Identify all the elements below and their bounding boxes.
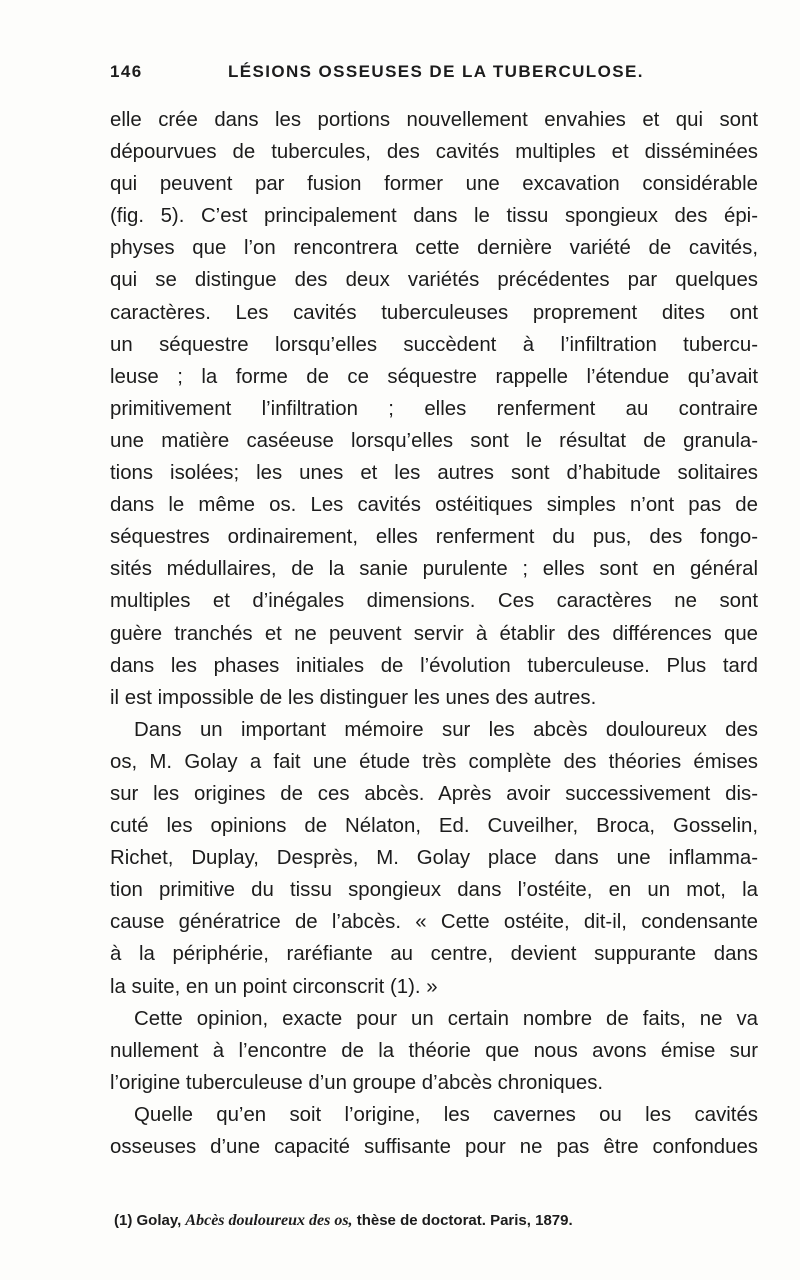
- text-line: une matière caséeuse lorsqu’elles sont le résultat de granula-: [110, 429, 758, 452]
- text-line: sités médullaires, de la sanie purulente ; elles sont en général: [110, 558, 758, 581]
- text-line: Cette opinion, exacte pour un certain nombre de faits, ne va: [134, 1007, 758, 1030]
- text-line: Richet, Duplay, Desprès, M. Golay place dans une inflamma-: [110, 847, 758, 870]
- text-line: la suite, en un point circonscrit (1). »: [110, 975, 438, 998]
- text-line: tion primitive du tissu spongieux dans l’ostéite, en un mot, la: [110, 879, 758, 902]
- page-header: [110, 62, 755, 88]
- page-number: 146: [110, 62, 143, 81]
- text-line: Quelle qu’en soit l’origine, les cavernes ou les cavités: [134, 1103, 758, 1126]
- text-line: qui peuvent par fusion former une excavation considérable: [110, 173, 758, 196]
- text-line: physes que l’on rencontrera cette dernière variété de cavités,: [110, 237, 758, 260]
- text-line: cuté les opinions de Nélaton, Ed. Cuveilher, Broca, Gosselin,: [110, 815, 758, 838]
- text-line: elle crée dans les portions nouvellement envahies et qui sont: [110, 109, 758, 131]
- text-line: dans le même os. Les cavités ostéitiques simples n’ont pas de: [110, 494, 758, 517]
- text-line: dans les phases initiales de l’évolution tuberculeuse. Plus tard: [110, 654, 758, 677]
- text-line: il est impossible de les distinguer les unes des autres.: [110, 686, 597, 709]
- running-title: LÉSIONS OSSEUSES DE LA TUBERCULOSE.: [228, 62, 644, 81]
- text-line: osseuses d’une capacité suffisante pour ne pas être confondues: [110, 1136, 758, 1158]
- text-line: nullement à l’encontre de la théorie que nous avons émise sur: [110, 1039, 758, 1062]
- text-line: qui se distingue des deux variétés précédentes par quelques: [110, 269, 758, 292]
- text-line: Dans un important mémoire sur les abcès douloureux des: [134, 718, 758, 741]
- text-line: l’origine tuberculeuse d’un groupe d’abcès chroniques.: [110, 1071, 604, 1094]
- footnote-marker: (1) Golay,: [114, 1212, 182, 1229]
- text-line: leuse ; la forme de ce séquestre rappelle l’étendue qu’avait: [110, 365, 758, 388]
- text-line: un séquestre lorsqu’elles succèdent à l’infiltration tubercu-: [110, 333, 758, 356]
- text-line: primitivement l’infiltration ; elles renferment au contraire: [110, 397, 758, 420]
- text-line: guère tranchés et ne peuvent servir à établir des différences que: [110, 622, 758, 645]
- text-line: sur les origines de ces abcès. Après avoir successivement dis-: [110, 782, 758, 805]
- text-line: os, M. Golay a fait une étude très complète des théories émises: [110, 750, 758, 773]
- text-line: tions isolées; les unes et les autres sont d’habitude solitaires: [110, 462, 758, 485]
- text-line: cause génératrice de l’abcès. « Cette ostéite, dit-il, condensante: [110, 911, 758, 934]
- text-line: séquestres ordinairement, elles renferment du pus, des fongo-: [110, 526, 758, 549]
- footnote: [114, 1212, 754, 1230]
- text-line: caractères. Les cavités tuberculeuses proprement dites ont: [110, 301, 758, 324]
- text-line: à la périphérie, raréfiante au centre, devient suppurante dans: [110, 943, 758, 966]
- text-line: dépourvues de tubercules, des cavités multiples et disséminées: [110, 141, 758, 164]
- text-line: multiples et d’inégales dimensions. Ces caractères ne sont: [110, 590, 758, 613]
- text-line: (fig. 5). C’est principalement dans le tissu spongieux des épi-: [110, 205, 758, 228]
- footnote-title: Abcès douloureux des os,: [185, 1212, 353, 1229]
- footnote-rest: thèse de doctorat. Paris, 1879.: [356, 1212, 573, 1229]
- body-text: [110, 104, 758, 1163]
